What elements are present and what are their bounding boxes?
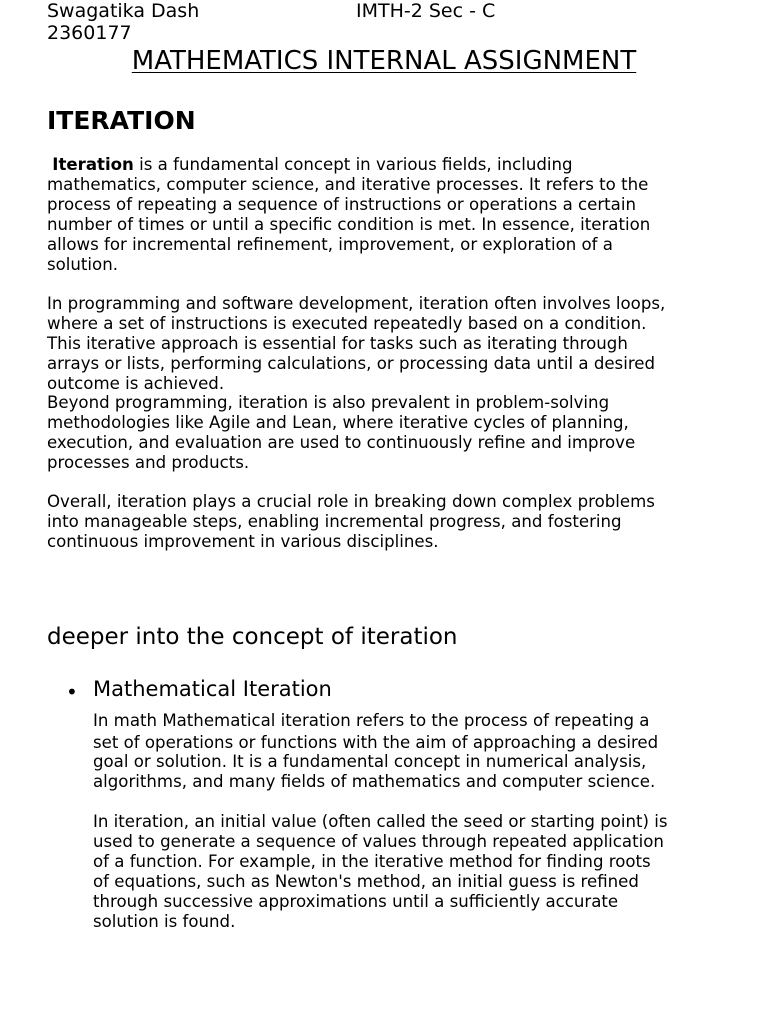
paragraph-line: set of operations or functions with the aim of approaching a desired: [93, 732, 659, 752]
document-title: MATHEMATICS INTERNAL ASSIGNMENT: [131, 46, 637, 76]
intro-first-line: is a fundamental concept in various fields, including: [133, 155, 573, 174]
paragraph-line: In math Mathematical iteration refers to the process of repeating a: [93, 711, 650, 730]
class-section: IMTH-2 Sec - C: [356, 0, 496, 22]
paragraph-line: where a set of instructions is executed repeatedly based on a condition.: [47, 313, 647, 333]
paragraph-line: of a function. For example, in the iterative method for finding roots: [93, 851, 651, 871]
paragraph-line: solution.: [47, 254, 118, 274]
intro-paragraph: [47, 155, 737, 274]
bullet-title: Mathematical Iteration: [93, 677, 332, 701]
paragraph-line: process of repeating a sequence of instructions or operations a certain: [47, 194, 636, 214]
paragraph-line: processes and products.: [47, 452, 250, 472]
paragraph-line: number of times or until a specific condition is met. In essence, iteration: [47, 214, 651, 234]
paragraph-line: [47, 155, 737, 175]
programming-paragraph: [47, 294, 737, 394]
paragraph-line: solution is found.: [93, 911, 236, 931]
paragraph-line: This iterative approach is essential for tasks such as iterating through: [47, 333, 628, 353]
paragraph-line: algorithms, and many fields of mathematics and computer science.: [93, 772, 656, 792]
intro-term: Iteration: [52, 155, 134, 174]
paragraph-line: into manageable steps, enabling incremental progress, and fostering: [47, 511, 622, 531]
overall-paragraph: [47, 492, 737, 552]
paragraph-line: mathematics, computer science, and iterative processes. It refers to the: [47, 174, 649, 194]
paragraph-line: Overall, iteration plays a crucial role in breaking down complex problems: [47, 492, 655, 511]
paragraph-line: In programming and software development, iteration often involves loops,: [47, 294, 666, 313]
paragraph-line: Beyond programming, iteration is also prevalent in problem-solving: [47, 393, 610, 412]
paragraph-line: outcome is achieved.: [47, 373, 225, 393]
paragraph-line: through successive approximations until a sufficiently accurate: [93, 891, 619, 911]
subheading: deeper into the concept of iteration: [47, 624, 458, 650]
section-heading: ITERATION: [47, 106, 196, 135]
student-name: Swagatika Dash: [47, 0, 200, 22]
seed-value-paragraph: [93, 812, 743, 931]
paragraph-line: continuous improvement in various disciplines.: [47, 531, 439, 551]
roll-number: 2360177: [47, 22, 132, 44]
methodologies-paragraph: [47, 393, 737, 473]
paragraph-line: execution, and evaluation are used to continuously refine and improve: [47, 432, 636, 452]
paragraph-line: In iteration, an initial value (often called the seed or starting point) is: [93, 812, 668, 831]
mathematical-iteration-paragraph: [93, 711, 743, 792]
paragraph-line: goal or solution. It is a fundamental concept in numerical analysis,: [93, 752, 647, 772]
paragraph-line: arrays or lists, performing calculations, or processing data until a desired: [47, 353, 656, 373]
paragraph-line: allows for incremental refinement, improvement, or exploration of a: [47, 234, 613, 254]
paragraph-line: of equations, such as Newton's method, an initial guess is refined: [93, 871, 639, 891]
bullet-marker: •: [66, 680, 78, 704]
paragraph-line: used to generate a sequence of values through repeated application: [93, 831, 664, 851]
paragraph-line: methodologies like Agile and Lean, where iterative cycles of planning,: [47, 412, 629, 432]
